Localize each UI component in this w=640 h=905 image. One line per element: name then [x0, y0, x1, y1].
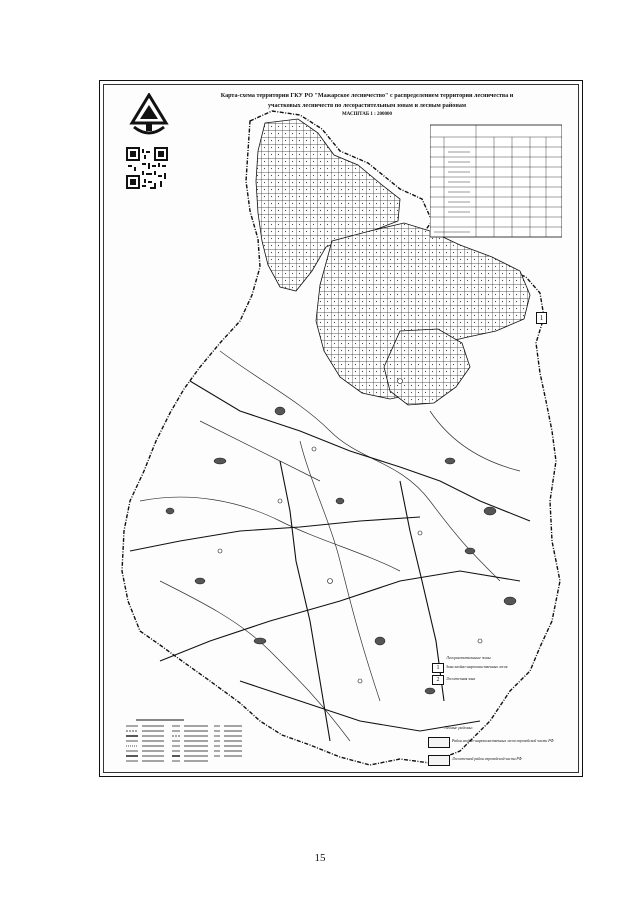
zone-1-label: Зона хвойно-широколиственных лесов: [446, 665, 508, 669]
forestry-logo: [126, 93, 172, 139]
district-1-swatch: [428, 737, 450, 748]
qr-code: [126, 147, 168, 189]
page-number: 15: [314, 852, 326, 864]
zone-2-label: Лесостепная зона: [446, 677, 476, 681]
district-1-label: Район хвойно-широколиственных лесов европейской части РФ: [452, 739, 554, 743]
district-2-swatch: [428, 755, 450, 766]
zones-legend-heading: Лесорастительные зоны: [446, 655, 491, 660]
map-scale: МАСШТАБ 1 : 200000: [341, 112, 393, 117]
districts-legend-heading: Лесные районы:: [444, 725, 473, 730]
symbols-legend: [124, 718, 244, 773]
district-2-label: Лесостепной район европейской части РФ: [452, 757, 522, 761]
zone-2-marker: 2: [432, 675, 444, 685]
zones-legend: [428, 655, 578, 775]
map-title: [182, 91, 552, 118]
zone-1-marker: 1: [432, 663, 444, 673]
settlements: [218, 379, 482, 684]
map-frame: [99, 80, 583, 777]
zone-marker: 1: [536, 312, 547, 324]
map-title-line-2: участковых лесничеств по лесорастительным зонам и лесным районам: [267, 103, 467, 109]
statistics-table: [430, 121, 562, 241]
map-title-line-1: Карта-схема территории ГКУ РО "Мажарское лесничество" с распределением территории лесничества и: [220, 93, 514, 99]
hatched-forest-central: [384, 329, 470, 405]
symbols-legend-graphic: [124, 718, 244, 773]
